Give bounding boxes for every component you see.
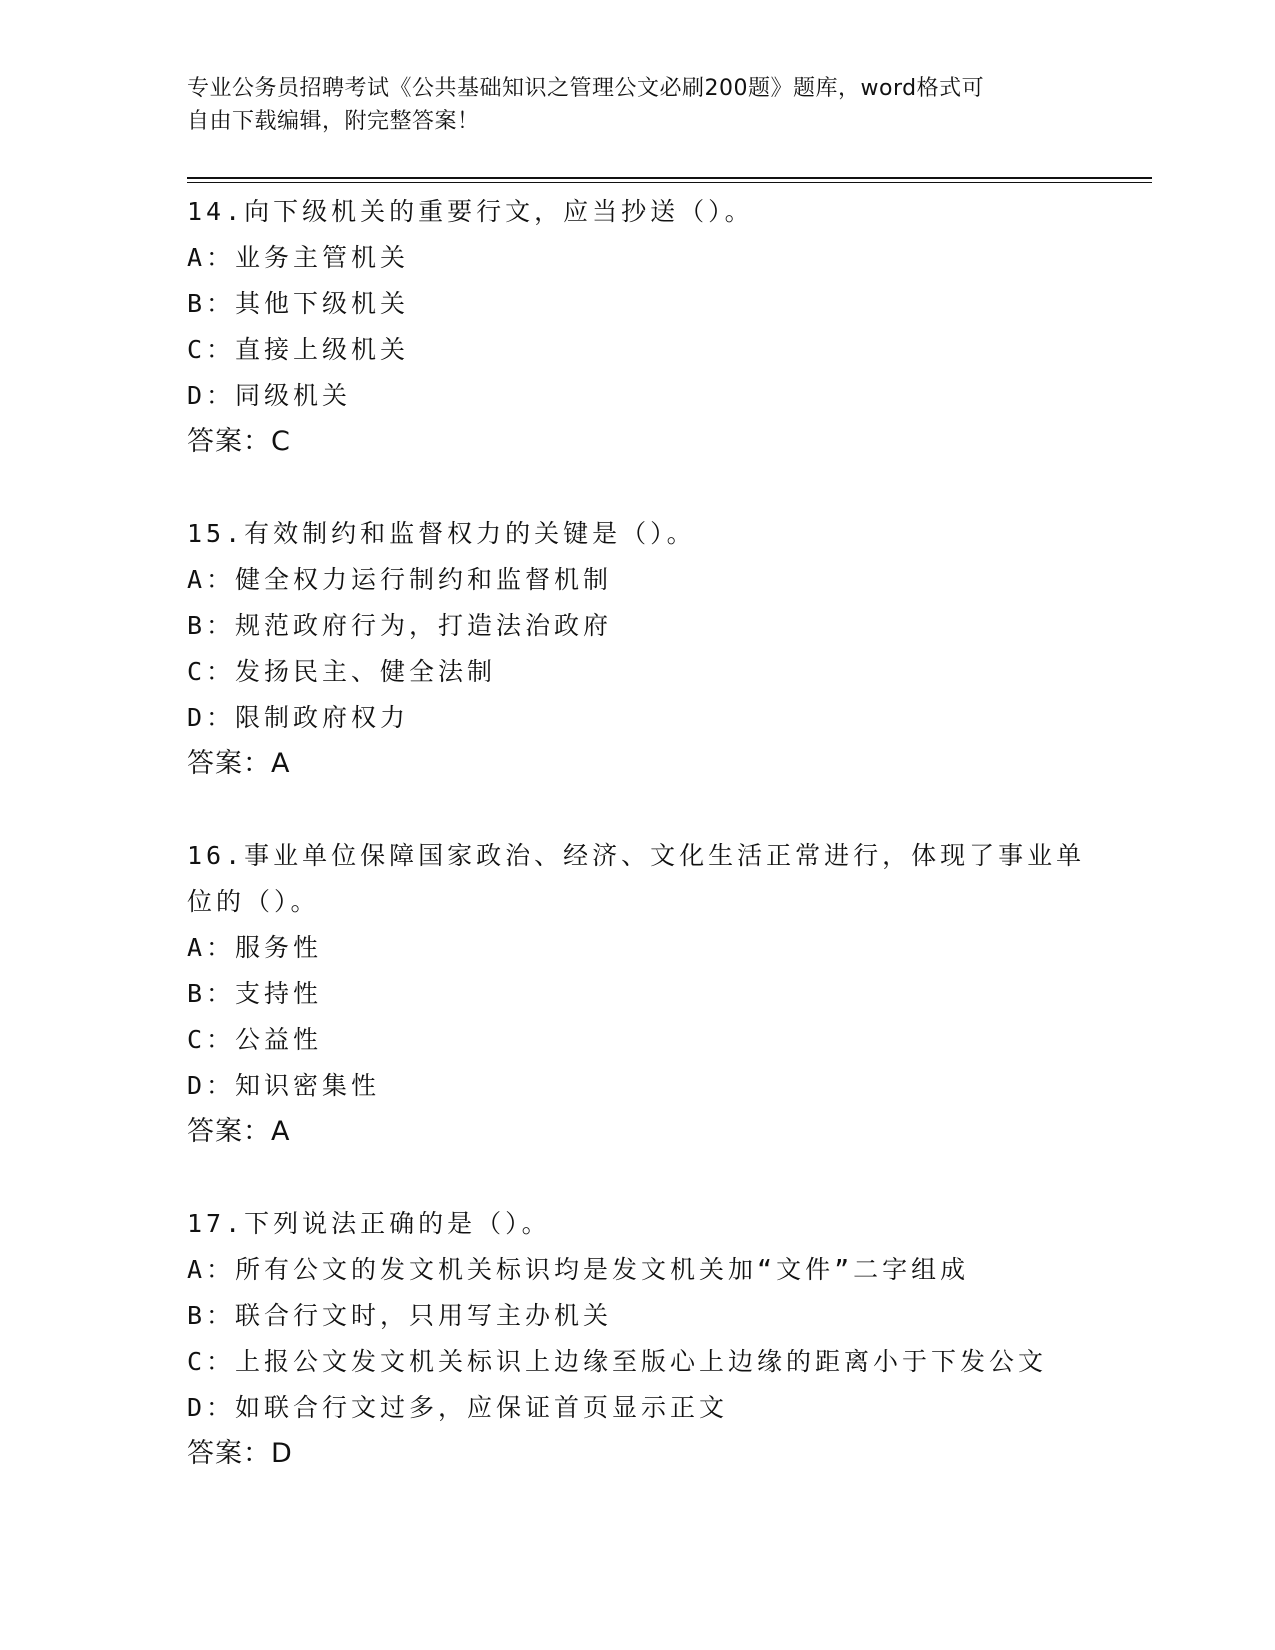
option-b: B：规范政府行为，打造法治政府 bbox=[187, 611, 613, 640]
question-stem: 16.事业单位保障国家政治、经济、文化生活正常进行，体现了事业单位的（）。 bbox=[187, 841, 1086, 916]
answer-line: 答案：C bbox=[187, 426, 291, 457]
answer-line: 答案：D bbox=[187, 1438, 293, 1469]
document-header bbox=[187, 72, 1067, 138]
question-17 bbox=[187, 1201, 1087, 1477]
option-d: D：知识密集性 bbox=[187, 1071, 381, 1100]
question-16 bbox=[187, 833, 1087, 1155]
question-stem: 17.下列说法正确的是（）。 bbox=[187, 1209, 551, 1238]
question-14 bbox=[187, 189, 1087, 465]
header-line-1: 专业公务员招聘考试《公共基础知识之管理公文必刷200题》题库，word格式可 bbox=[187, 76, 985, 101]
header-divider-thick bbox=[187, 177, 1152, 179]
header-line-2: 自由下载编辑，附完整答案！ bbox=[187, 109, 480, 134]
option-b: B：联合行文时，只用写主办机关 bbox=[187, 1301, 613, 1330]
option-c: C：上报公文发文机关标识上边缘至版心上边缘的距离小于下发公文 bbox=[187, 1347, 1048, 1376]
option-a: A：所有公文的发文机关标识均是发文机关加“文件”二字组成 bbox=[187, 1255, 970, 1284]
question-15 bbox=[187, 511, 1087, 787]
option-b: B：支持性 bbox=[187, 979, 323, 1008]
option-c: C：直接上级机关 bbox=[187, 335, 410, 364]
option-d: D：限制政府权力 bbox=[187, 703, 410, 732]
option-d: D：同级机关 bbox=[187, 381, 352, 410]
option-d: D：如联合行文过多，应保证首页显示正文 bbox=[187, 1393, 729, 1422]
option-a: A：健全权力运行制约和监督机制 bbox=[187, 565, 613, 594]
option-b: B：其他下级机关 bbox=[187, 289, 410, 318]
answer-line: 答案：A bbox=[187, 748, 291, 779]
option-a: A：服务性 bbox=[187, 933, 323, 962]
option-a: A：业务主管机关 bbox=[187, 243, 410, 272]
answer-line: 答案：A bbox=[187, 1116, 291, 1147]
option-c: C：公益性 bbox=[187, 1025, 323, 1054]
option-c: C：发扬民主、健全法制 bbox=[187, 657, 497, 686]
header-divider-thin bbox=[187, 182, 1152, 183]
question-list bbox=[187, 189, 1087, 1523]
question-stem: 14.向下级机关的重要行文，应当抄送（）。 bbox=[187, 197, 754, 226]
question-stem: 15.有效制约和监督权力的关键是（）。 bbox=[187, 519, 696, 548]
